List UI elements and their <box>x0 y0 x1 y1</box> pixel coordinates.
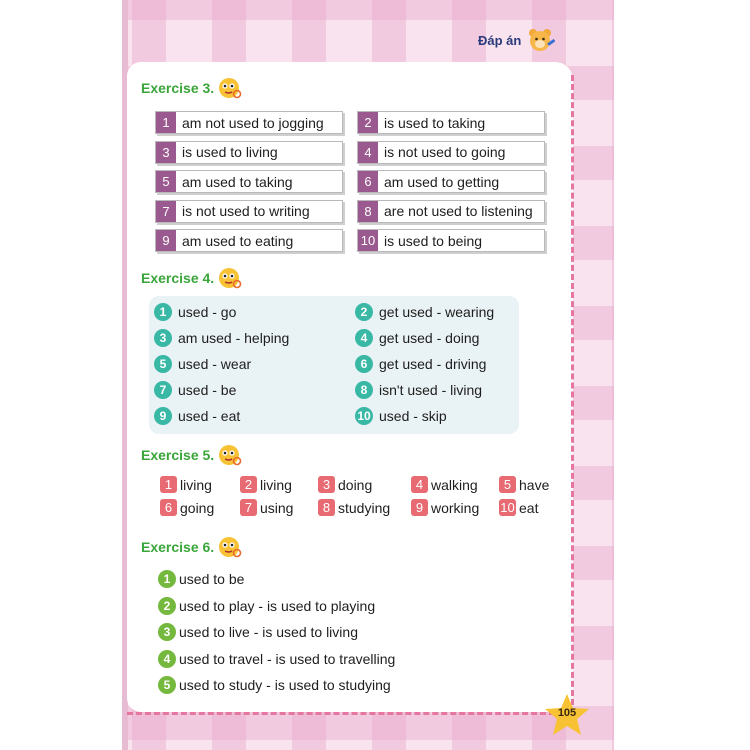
answer-text: is not used to writing <box>182 203 310 219</box>
answer-text: walking <box>431 476 478 493</box>
answer-number: 5 <box>158 676 176 694</box>
exercise5-answer <box>160 499 214 516</box>
answer-text: isn't used - living <box>379 382 483 398</box>
answer-number: 4 <box>158 650 176 668</box>
page-number-badge <box>543 693 591 737</box>
answer-number: 10 <box>500 500 515 515</box>
answer-text: is used to living <box>182 144 278 160</box>
answer-text: used to be <box>179 571 245 587</box>
answer-header <box>478 22 568 58</box>
answer-text: used - be <box>178 382 237 398</box>
answer-text: working <box>431 499 480 516</box>
answer-text: is not used to going <box>384 144 506 160</box>
exercise3-answer-box <box>357 200 545 223</box>
answer-number: 8 <box>358 201 378 222</box>
card-dashed-border-right <box>571 75 574 705</box>
answer-text: get used - doing <box>379 330 480 346</box>
exercise4-answer <box>154 303 236 321</box>
answer-number: 9 <box>411 499 428 516</box>
exercise3-title <box>141 76 243 100</box>
exercise6-answer <box>158 650 395 668</box>
answer-number: 9 <box>154 407 172 425</box>
answer-text: living <box>180 476 212 493</box>
answer-text: am used to getting <box>384 173 500 190</box>
answer-text: living <box>260 476 292 493</box>
answer-text: get used - driving <box>379 356 487 372</box>
exercise6-answer <box>158 676 391 694</box>
answer-number: 1 <box>154 303 172 321</box>
answer-text: used to study - is used to studying <box>179 677 391 693</box>
answer-number: 7 <box>154 381 172 399</box>
answer-text: used to travel - is used to travelling <box>179 650 396 667</box>
answer-number: 2 <box>240 476 257 493</box>
answer-number: 2 <box>358 112 378 133</box>
answer-number: 3 <box>318 476 335 493</box>
exercise4-answer <box>355 303 494 321</box>
exercise5-answer <box>411 476 478 493</box>
answer-number: 10 <box>358 230 378 251</box>
answer-text: studying <box>338 499 391 516</box>
answer-number: 1 <box>158 570 176 588</box>
exercise5-answer <box>318 499 390 516</box>
answer-text: using <box>260 499 294 516</box>
answer-text: doing <box>338 476 373 493</box>
answer-number: 6 <box>358 171 378 192</box>
answer-number: 3 <box>154 329 172 347</box>
exercise6-title-text: Exercise 6. <box>141 539 215 555</box>
answer-number: 9 <box>156 230 176 251</box>
card-dashed-border-bottom <box>127 712 573 715</box>
exercise5-answer <box>240 476 292 493</box>
thinking-emoji-icon <box>217 76 243 100</box>
answer-number: 8 <box>318 499 335 516</box>
thinking-emoji-icon <box>217 535 243 559</box>
exercise5-answer <box>160 476 212 493</box>
exercise6-answer <box>158 623 358 641</box>
answer-number: 6 <box>355 355 373 373</box>
exercise6-title <box>141 535 243 559</box>
exercise5-title <box>141 443 243 467</box>
answer-number: 5 <box>499 476 516 493</box>
answer-number: 4 <box>358 142 378 163</box>
exercise6-answer <box>158 570 244 588</box>
exercise4-title <box>141 266 243 290</box>
answer-text: are not used to listening <box>384 203 533 219</box>
answer-text: used to live - is used to living <box>179 624 358 640</box>
answer-text: going <box>180 499 215 516</box>
exercise4-title-text: Exercise 4. <box>141 270 215 286</box>
answer-text: used - eat <box>178 408 241 424</box>
exercise5-answer <box>499 476 549 493</box>
exercise5-answer <box>411 499 479 516</box>
exercise5-answer <box>240 499 293 516</box>
answer-number: 7 <box>156 201 176 222</box>
exercise5-answer <box>318 476 372 493</box>
answer-number: 8 <box>355 381 373 399</box>
answer-number: 2 <box>355 303 373 321</box>
exercise4-answer <box>355 329 479 347</box>
answer-text: am used - helping <box>178 330 290 346</box>
answer-number: 7 <box>240 499 257 516</box>
answer-number: 1 <box>156 112 176 133</box>
exercise4-answer <box>154 407 240 425</box>
answer-text: used - skip <box>379 408 447 424</box>
bear-pencil-icon <box>527 27 555 53</box>
answer-text: am used to eating <box>182 232 294 249</box>
exercise3-answer-box <box>155 200 343 223</box>
exercise4-answer <box>154 355 251 373</box>
exercise3-answer-box <box>155 111 343 134</box>
exercise3-title-text: Exercise 3. <box>141 80 215 96</box>
answer-text: get used - wearing <box>379 304 495 320</box>
answer-number: 3 <box>158 623 176 641</box>
answer-text: have <box>519 476 550 493</box>
exercise3-answer-box <box>357 111 545 134</box>
exercise3-answer-box <box>357 170 545 193</box>
answer-number: 5 <box>154 355 172 373</box>
answer-number: 1 <box>160 476 177 493</box>
answer-text: am used to taking <box>182 173 293 190</box>
answer-text: am not used to jogging <box>182 114 324 131</box>
exercise6-answer <box>158 597 375 615</box>
exercise4-answer <box>355 355 486 373</box>
answer-text: is used to taking <box>384 114 486 131</box>
answer-text: is used to being <box>384 232 483 249</box>
exercise4-answer <box>355 381 482 399</box>
exercise4-answer <box>355 407 447 425</box>
exercise4-answer <box>154 329 289 347</box>
exercise3-answer-box <box>357 229 545 252</box>
answer-number: 10 <box>355 407 373 425</box>
exercise5-title-text: Exercise 5. <box>141 447 215 463</box>
exercise5-answer <box>499 499 538 516</box>
thinking-emoji-icon <box>217 443 243 467</box>
thinking-emoji-icon <box>217 266 243 290</box>
exercise4-answer <box>154 381 236 399</box>
answer-text: used - wear <box>178 356 252 372</box>
answer-number: 4 <box>355 329 373 347</box>
answer-number: 2 <box>158 597 176 615</box>
exercise3-answer-box <box>155 141 343 164</box>
answer-number: 3 <box>156 142 176 163</box>
page-number: 105 <box>557 707 577 719</box>
exercise3-answer-box <box>155 170 343 193</box>
answer-number: 5 <box>156 171 176 192</box>
answer-text: used - go <box>178 304 237 320</box>
answer-text: used to play - is used to playing <box>179 597 376 614</box>
exercise3-answer-box <box>155 229 343 252</box>
exercise3-answer-box <box>357 141 545 164</box>
header-label: Đáp án <box>478 32 522 48</box>
answer-text: eat <box>519 499 539 516</box>
answer-number: 4 <box>411 476 428 493</box>
answer-number: 6 <box>160 499 177 516</box>
